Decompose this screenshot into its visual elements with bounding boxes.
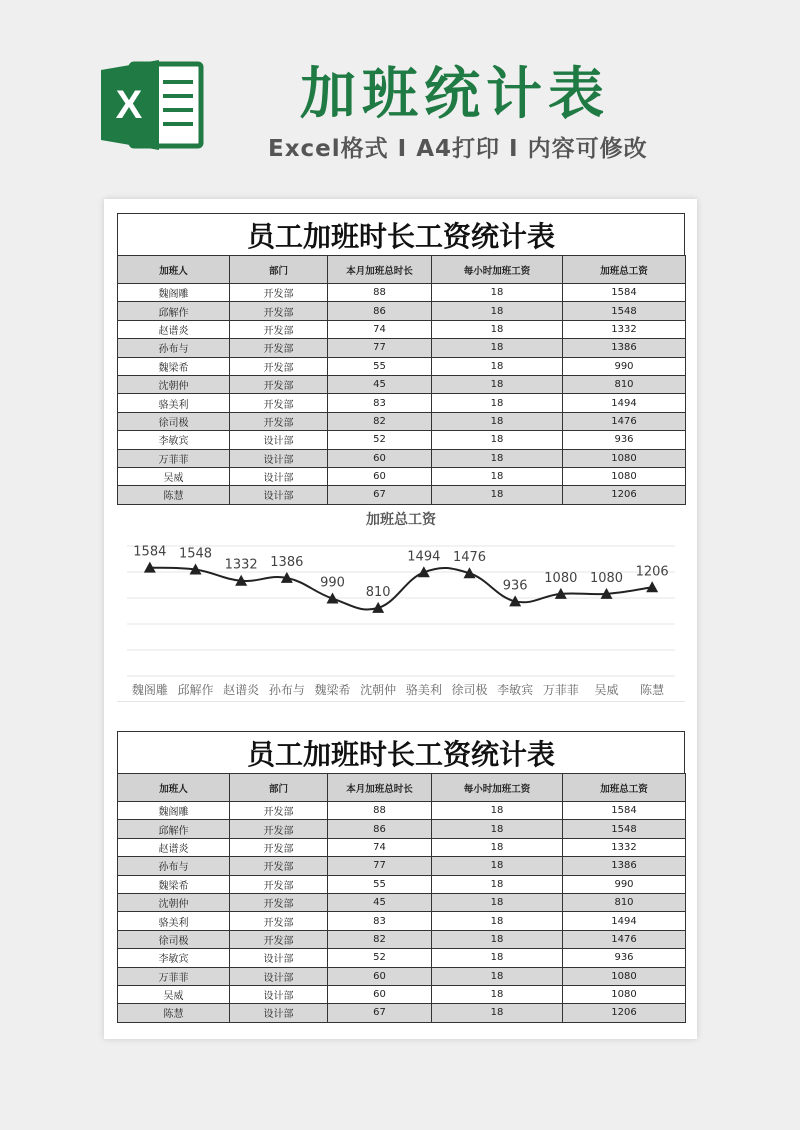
cell-hours: 60 <box>328 449 432 467</box>
cell-dept: 设计部 <box>230 967 328 985</box>
cell-name: 万菲菲 <box>118 967 230 985</box>
cell-rate: 18 <box>432 857 563 875</box>
overtime-table <box>117 773 686 1023</box>
chart-series <box>133 545 668 613</box>
data-label: 1548 <box>178 546 213 562</box>
cell-total: 1584 <box>563 284 686 302</box>
cell-rate: 18 <box>432 820 563 838</box>
cell-total: 1080 <box>563 467 686 485</box>
cell-name: 吴威 <box>118 467 230 485</box>
cell-name: 李敏宾 <box>118 431 230 449</box>
logo-letter: X <box>115 83 143 127</box>
column-header-name: 加班人 <box>118 256 230 284</box>
data-label: 1494 <box>407 549 441 565</box>
table-row <box>118 930 686 948</box>
cell-dept: 设计部 <box>230 949 328 967</box>
cell-name: 魏阁雕 <box>118 284 230 302</box>
cell-name: 万菲菲 <box>118 449 230 467</box>
table-row <box>118 449 686 467</box>
cell-rate: 18 <box>432 302 563 320</box>
column-header-total: 加班总工资 <box>563 774 686 802</box>
cell-rate: 18 <box>432 1004 563 1022</box>
cell-hours: 83 <box>328 912 432 930</box>
cell-total: 1206 <box>563 1004 686 1022</box>
cell-name: 吴威 <box>118 985 230 1003</box>
sheet-title: 员工加班时长工资统计表 <box>117 731 685 773</box>
cell-name: 徐司极 <box>118 412 230 430</box>
x-tick-label: 李敏宾 <box>497 683 534 697</box>
line-chart <box>117 506 685 702</box>
cell-name: 骆美利 <box>118 912 230 930</box>
table-row <box>118 431 686 449</box>
table-row <box>118 857 686 875</box>
cell-name: 赵谱炎 <box>118 320 230 338</box>
table-row <box>118 802 686 820</box>
cell-hours: 52 <box>328 431 432 449</box>
cell-hours: 52 <box>328 949 432 967</box>
table-header-row <box>118 256 686 284</box>
sheet-1 <box>117 213 685 505</box>
cell-dept: 开发部 <box>230 302 328 320</box>
cell-total: 1548 <box>563 302 686 320</box>
cell-total: 990 <box>563 357 686 375</box>
cell-hours: 82 <box>328 412 432 430</box>
cell-name: 魏阁雕 <box>118 802 230 820</box>
cell-name: 陈慧 <box>118 486 230 504</box>
cell-total: 1386 <box>563 857 686 875</box>
cell-rate: 18 <box>432 284 563 302</box>
cell-rate: 18 <box>432 320 563 338</box>
cell-hours: 88 <box>328 802 432 820</box>
table-row <box>118 893 686 911</box>
cell-dept: 设计部 <box>230 985 328 1003</box>
cell-total: 810 <box>563 375 686 393</box>
cell-rate: 18 <box>432 930 563 948</box>
table-header-row <box>118 774 686 802</box>
cell-rate: 18 <box>432 412 563 430</box>
cell-hours: 82 <box>328 930 432 948</box>
cell-name: 骆美利 <box>118 394 230 412</box>
column-header-rate: 每小时加班工资 <box>432 256 563 284</box>
cell-hours: 67 <box>328 1004 432 1022</box>
document-page <box>104 199 697 1039</box>
cell-dept: 开发部 <box>230 893 328 911</box>
cell-name: 邱解作 <box>118 820 230 838</box>
data-label: 1206 <box>635 564 669 580</box>
cell-dept: 开发部 <box>230 820 328 838</box>
x-tick-label: 邱解作 <box>177 683 214 697</box>
cell-total: 1494 <box>563 912 686 930</box>
table-row <box>118 985 686 1003</box>
cell-total: 1494 <box>563 394 686 412</box>
cell-total: 1584 <box>563 802 686 820</box>
table-row <box>118 820 686 838</box>
cell-total: 1206 <box>563 486 686 504</box>
cell-dept: 开发部 <box>230 339 328 357</box>
data-label: 990 <box>320 575 345 591</box>
cell-dept: 设计部 <box>230 431 328 449</box>
column-header-total: 加班总工资 <box>563 256 686 284</box>
cell-dept: 开发部 <box>230 838 328 856</box>
x-tick-label: 孙布与 <box>268 683 305 697</box>
cell-hours: 55 <box>328 875 432 893</box>
x-tick-label: 赵谱炎 <box>223 683 260 697</box>
cell-name: 陈慧 <box>118 1004 230 1022</box>
data-label: 1332 <box>224 557 258 573</box>
cell-rate: 18 <box>432 431 563 449</box>
table-row <box>118 302 686 320</box>
cell-name: 邱解作 <box>118 302 230 320</box>
cell-name: 沈朝仲 <box>118 893 230 911</box>
data-label: 1080 <box>544 570 578 586</box>
table-row <box>118 375 686 393</box>
cell-dept: 设计部 <box>230 467 328 485</box>
cell-hours: 55 <box>328 357 432 375</box>
table-row <box>118 875 686 893</box>
cell-rate: 18 <box>432 394 563 412</box>
cell-dept: 开发部 <box>230 320 328 338</box>
cell-name: 徐司极 <box>118 930 230 948</box>
cell-dept: 开发部 <box>230 912 328 930</box>
cell-rate: 18 <box>432 802 563 820</box>
cell-total: 1332 <box>563 838 686 856</box>
cell-rate: 18 <box>432 967 563 985</box>
cell-hours: 86 <box>328 820 432 838</box>
cell-hours: 77 <box>328 339 432 357</box>
table-row <box>118 838 686 856</box>
cell-name: 孙布与 <box>118 857 230 875</box>
cell-rate: 18 <box>432 357 563 375</box>
cell-rate: 18 <box>432 467 563 485</box>
table-row <box>118 967 686 985</box>
cell-total: 1080 <box>563 967 686 985</box>
cell-hours: 45 <box>328 375 432 393</box>
cell-total: 1476 <box>563 412 686 430</box>
table-row <box>118 949 686 967</box>
sheet-title: 员工加班时长工资统计表 <box>117 213 685 255</box>
cell-total: 810 <box>563 893 686 911</box>
cell-dept: 开发部 <box>230 394 328 412</box>
cell-hours: 83 <box>328 394 432 412</box>
data-label: 1386 <box>270 554 304 570</box>
chart-title: 加班总工资 <box>366 512 436 528</box>
cell-dept: 开发部 <box>230 875 328 893</box>
cell-hours: 45 <box>328 893 432 911</box>
data-point-marker <box>646 581 658 592</box>
chart-svg <box>117 506 685 702</box>
sheet-2 <box>117 731 685 1023</box>
table-row <box>118 486 686 504</box>
cell-dept: 设计部 <box>230 486 328 504</box>
x-tick-label: 沈朝仲 <box>360 683 397 697</box>
column-header-dept: 部门 <box>230 256 328 284</box>
cell-rate: 18 <box>432 875 563 893</box>
column-header-rate: 每小时加班工资 <box>432 774 563 802</box>
cell-hours: 60 <box>328 467 432 485</box>
x-tick-label: 万菲菲 <box>542 683 579 697</box>
cell-rate: 18 <box>432 893 563 911</box>
cell-name: 赵谱炎 <box>118 838 230 856</box>
cell-total: 1476 <box>563 930 686 948</box>
cell-hours: 60 <box>328 967 432 985</box>
cell-total: 1080 <box>563 449 686 467</box>
table-row <box>118 339 686 357</box>
data-label: 810 <box>365 584 391 600</box>
data-label: 1584 <box>133 544 167 560</box>
x-tick-label: 徐司极 <box>451 683 488 697</box>
cell-rate: 18 <box>432 375 563 393</box>
page-subtitle: Excel格式 I A4打印 I 内容可修改 <box>268 136 648 162</box>
data-label: 1080 <box>589 570 624 586</box>
table-row <box>118 912 686 930</box>
cell-rate: 18 <box>432 449 563 467</box>
cell-hours: 86 <box>328 302 432 320</box>
x-tick-label: 骆美利 <box>405 683 442 697</box>
column-header-hours: 本月加班总时长 <box>328 256 432 284</box>
table-row <box>118 284 686 302</box>
column-header-hours: 本月加班总时长 <box>328 774 432 802</box>
cell-dept: 开发部 <box>230 857 328 875</box>
chart-gridlines <box>127 546 675 676</box>
cell-name: 沈朝仲 <box>118 375 230 393</box>
column-header-name: 加班人 <box>118 774 230 802</box>
cell-total: 990 <box>563 875 686 893</box>
cell-rate: 18 <box>432 949 563 967</box>
data-label: 1476 <box>452 550 487 566</box>
excel-logo-icon <box>101 58 205 152</box>
cell-rate: 18 <box>432 912 563 930</box>
x-tick-label: 陈慧 <box>640 683 665 697</box>
cell-dept: 设计部 <box>230 449 328 467</box>
table-row <box>118 467 686 485</box>
cell-hours: 60 <box>328 985 432 1003</box>
cell-name: 李敏宾 <box>118 949 230 967</box>
cell-total: 1386 <box>563 339 686 357</box>
cell-dept: 设计部 <box>230 1004 328 1022</box>
cell-total: 936 <box>563 949 686 967</box>
cell-rate: 18 <box>432 985 563 1003</box>
data-label: 936 <box>502 578 528 594</box>
cell-hours: 77 <box>328 857 432 875</box>
cell-dept: 开发部 <box>230 412 328 430</box>
cell-hours: 67 <box>328 486 432 504</box>
table-row <box>118 412 686 430</box>
table-row <box>118 1004 686 1022</box>
cell-name: 魏梁希 <box>118 875 230 893</box>
cell-name: 魏梁希 <box>118 357 230 375</box>
page-title: 加班统计表 <box>300 62 610 127</box>
cell-total: 1332 <box>563 320 686 338</box>
chart-x-labels <box>132 682 664 697</box>
cell-hours: 74 <box>328 320 432 338</box>
cell-hours: 88 <box>328 284 432 302</box>
cell-dept: 开发部 <box>230 357 328 375</box>
cell-rate: 18 <box>432 339 563 357</box>
cell-total: 1548 <box>563 820 686 838</box>
table-row <box>118 320 686 338</box>
column-header-dept: 部门 <box>230 774 328 802</box>
cell-rate: 18 <box>432 486 563 504</box>
cell-dept: 开发部 <box>230 802 328 820</box>
cell-total: 1080 <box>563 985 686 1003</box>
cell-dept: 开发部 <box>230 284 328 302</box>
cell-total: 936 <box>563 431 686 449</box>
cell-hours: 74 <box>328 838 432 856</box>
table-row <box>118 357 686 375</box>
cell-dept: 开发部 <box>230 930 328 948</box>
cell-rate: 18 <box>432 838 563 856</box>
cell-dept: 开发部 <box>230 375 328 393</box>
table-row <box>118 394 686 412</box>
x-tick-label: 吴威 <box>594 683 619 697</box>
x-tick-label: 魏阁雕 <box>131 683 168 697</box>
overtime-table <box>117 255 686 505</box>
x-tick-label: 魏梁希 <box>314 683 351 697</box>
cell-name: 孙布与 <box>118 339 230 357</box>
